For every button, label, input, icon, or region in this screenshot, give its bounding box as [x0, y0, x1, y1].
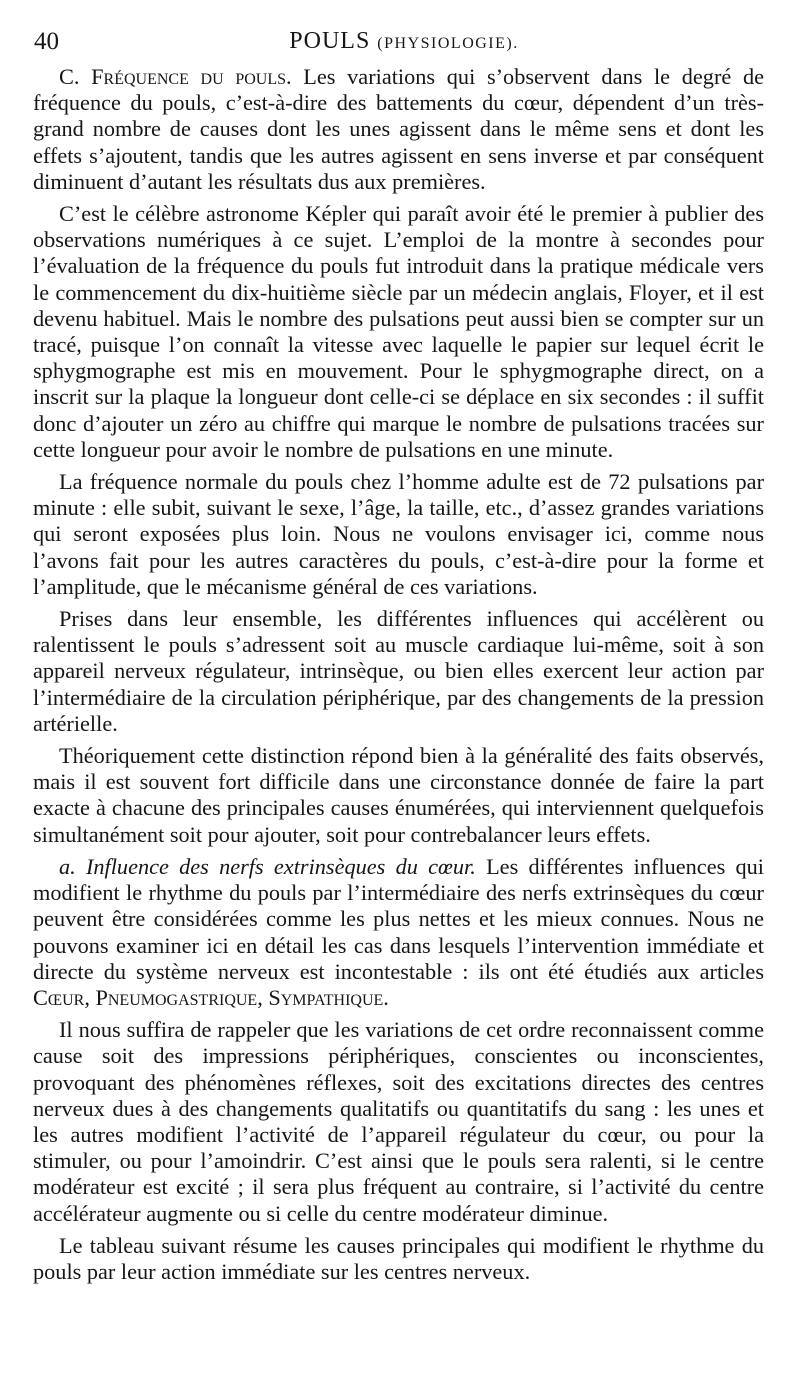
running-head-title: POULS: [289, 28, 371, 54]
paragraph-text: Les variations qui s’observent dans le degré de fréquence du pouls, c’est-à-dire des battements du cœur, dépendent d’un très-grand nombre de causes dont les unes agissent dans le même sens et dont les effets s’ajoutent, tandis que les autres agissent en sens inverse et par conséquent diminuent d’autant les résultats dus aux premières.: [33, 64, 764, 194]
paragraph: Le tableau suivant résume les causes principales qui modifient le rhythme du pouls par leur action immédiate sur les centres nerveux.: [33, 1232, 764, 1284]
running-head-subtitle: (PHYSIOLOGIE).: [377, 35, 519, 52]
paragraph: Prises dans leur ensemble, les différentes influences qui accélèrent ou ralentissent le pouls s’adressent soit au muscle cardiaque lui-même, soit à son appareil nerveux régulateur, intrinsèque, ou bien elles exercent leur action par l’intermédiaire de la circulation périphérique, par des changements de la pression artérielle.: [33, 606, 764, 736]
paragraph: [33, 64, 764, 195]
running-head: [34, 28, 774, 55]
body-text: [33, 64, 764, 1285]
page-number: 40: [34, 28, 59, 55]
paragraph: [33, 854, 764, 1011]
paragraph-text: Les différentes influences qui modifient le rhythme du pouls par l’intermédiaire des nerfs extrinsèques du cœur peuvent être considérées comme les plus nettes et les mieux connues. Nous ne pouvons examiner ici en détail les cas dans lesquels l’intervention immédiate et directe du système nerveux est incontestable : ils ont été étudiés aux articles: [33, 853, 764, 984]
subsection-heading: a. Influence des nerfs extrinsèques du cœur.: [59, 853, 476, 879]
cross-references: Cœur, Pneumogastrique, Sympathique.: [33, 984, 389, 1010]
paragraph: C’est le célèbre astronome Képler qui paraît avoir été le premier à publier des observations numériques à ce sujet. L’emploi de la montre à secondes pour l’évaluation de la fréquence du pouls fut introduit dans la pratique médicale vers le commencement du dix-huitième siècle par un médecin anglais, Floyer, et il est devenu habituel. Mais le nombre des pulsations peut aussi bien se compter sur un tracé, puisque l’on connaît la vitesse avec laquelle le papier sur lequel écrit le sphygmographe est mis en mouvement. Pour le sphygmographe direct, on a inscrit sur la plaque la longueur dont celle-ci se déplace en six secondes : il suffit donc d’ajouter un zéro au chiffre qui marque le nombre de pulsations tracées sur cette longueur pour avoir le nombre de pulsations en une minute.: [33, 201, 764, 462]
section-heading: C. Fréquence du pouls.: [59, 64, 292, 89]
page-header: [34, 22, 774, 62]
paragraph: La fréquence normale du pouls chez l’homme adulte est de 72 pulsations par minute : elle subit, suivant le sexe, l’âge, la taille, etc., d’assez grandes variations qui seront exposées plus loin. Nous ne voulons envisager ici, comme nous l’avons fait pour les autres caractères du pouls, c’est-à-dire pour la forme et l’amplitude, que le mécanisme général de ces variations.: [33, 469, 764, 599]
paragraph: Il nous suffira de rappeler que les variations de cet ordre reconnaissent comme cause soit des impressions périphériques, conscientes ou inconscientes, provoquant des phénomènes réflexes, soit des excitations directes des centres nerveux dues à des changements qualitatifs ou quantitatifs du sang : les unes et les autres modifient l’activité de l’appareil régulateur du cœur, ou pour la stimuler, ou pour l’amoindrir. C’est ainsi que le pouls sera ralenti, si le centre modérateur est excité ; il sera plus fréquent au contraire, si l’activité du centre accélérateur augmente ou si celle du centre modérateur diminue.: [33, 1017, 764, 1226]
paragraph: Théoriquement cette distinction répond bien à la généralité des faits observés, mais il est souvent fort difficile dans une circonstance donnée de faire la part exacte à chacune des principales causes énumérées, qui interviennent quelquefois simultanément soit pour ajouter, soit pour contrebalancer leurs effets.: [33, 743, 764, 847]
